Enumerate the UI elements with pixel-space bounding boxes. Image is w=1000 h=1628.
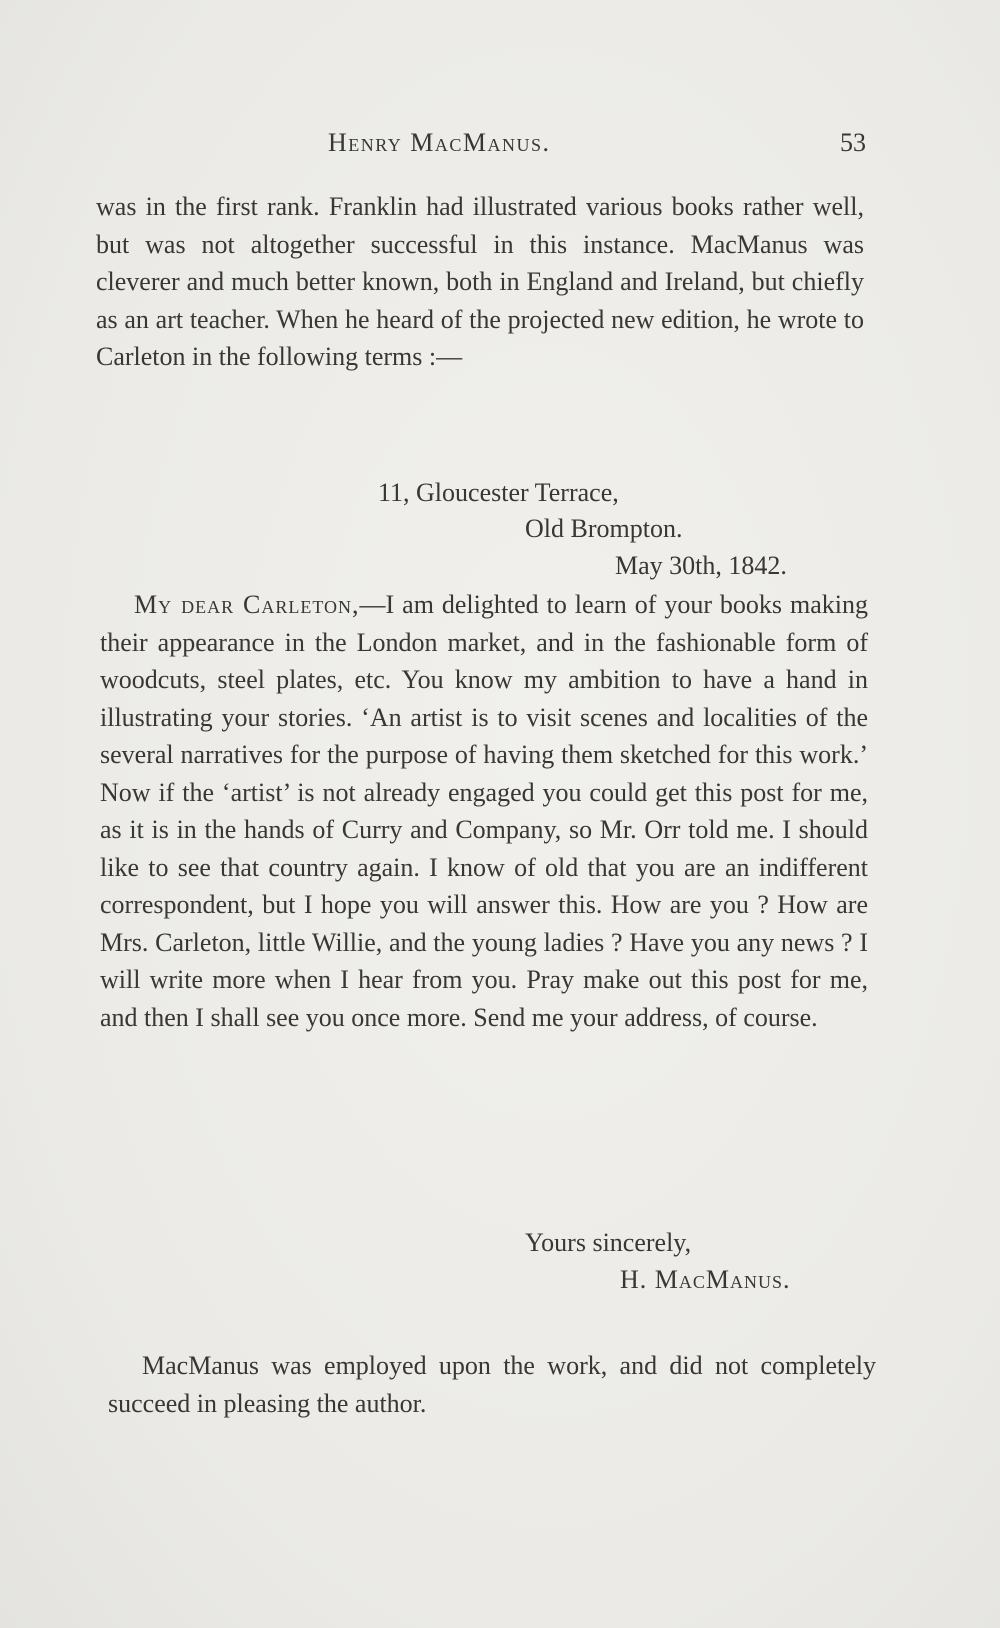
letter-date: May 30th, 1842. bbox=[615, 551, 787, 580]
running-title: Henry MacManus. bbox=[328, 128, 551, 157]
letter-salutation: My dear Carleton, bbox=[134, 590, 360, 619]
letter-body bbox=[100, 586, 868, 1036]
running-head bbox=[96, 128, 866, 168]
letter-signature: H. MacManus. bbox=[620, 1265, 791, 1294]
page-number: 53 bbox=[840, 128, 866, 157]
letter-text: —I am delighted to learn of your books making their appearance in the London market, and in the fashionable form of woodcuts, steel plates, etc. You know my ambition to have a hand in illustrating your stories. ‘An artist is to visit scenes and localities of the several narratives for the purpose of having them sketched for this work.’ Now if the ‘artist’ is not already engaged you could get this post for me, as it is in the hands of Curry and Company, so Mr. Orr told me. I should like to see that country again. I know of old that you are an indifferent correspondent, but I hope you will answer this. How are you ? How are Mrs. Carleton, little Willie, and the young ladies ? Have you any news ? I will write more when I hear from you. Pray make out this post for me, and then I shall see you once more. Send me your address, of course. bbox=[100, 590, 869, 1032]
letter-closing: Yours sincerely, bbox=[525, 1228, 692, 1257]
letter-address-line-2: Old Brompton. bbox=[525, 514, 683, 543]
letter-address-line-1: 11, Gloucester Terrace, bbox=[378, 478, 619, 507]
opening-paragraph: was in the first rank. Franklin had illustrated various books rather well, but was not altogether successful in this instance. MacManus was cleverer and much better known, both in England and Ireland, but chiefly as an art teacher. When he heard of the projected new edition, he wrote to Carleton in the following terms :— bbox=[96, 192, 864, 371]
closing-paragraph: MacManus was employed upon the work, and did not completely succeed in pleasing the author. bbox=[108, 1351, 876, 1418]
